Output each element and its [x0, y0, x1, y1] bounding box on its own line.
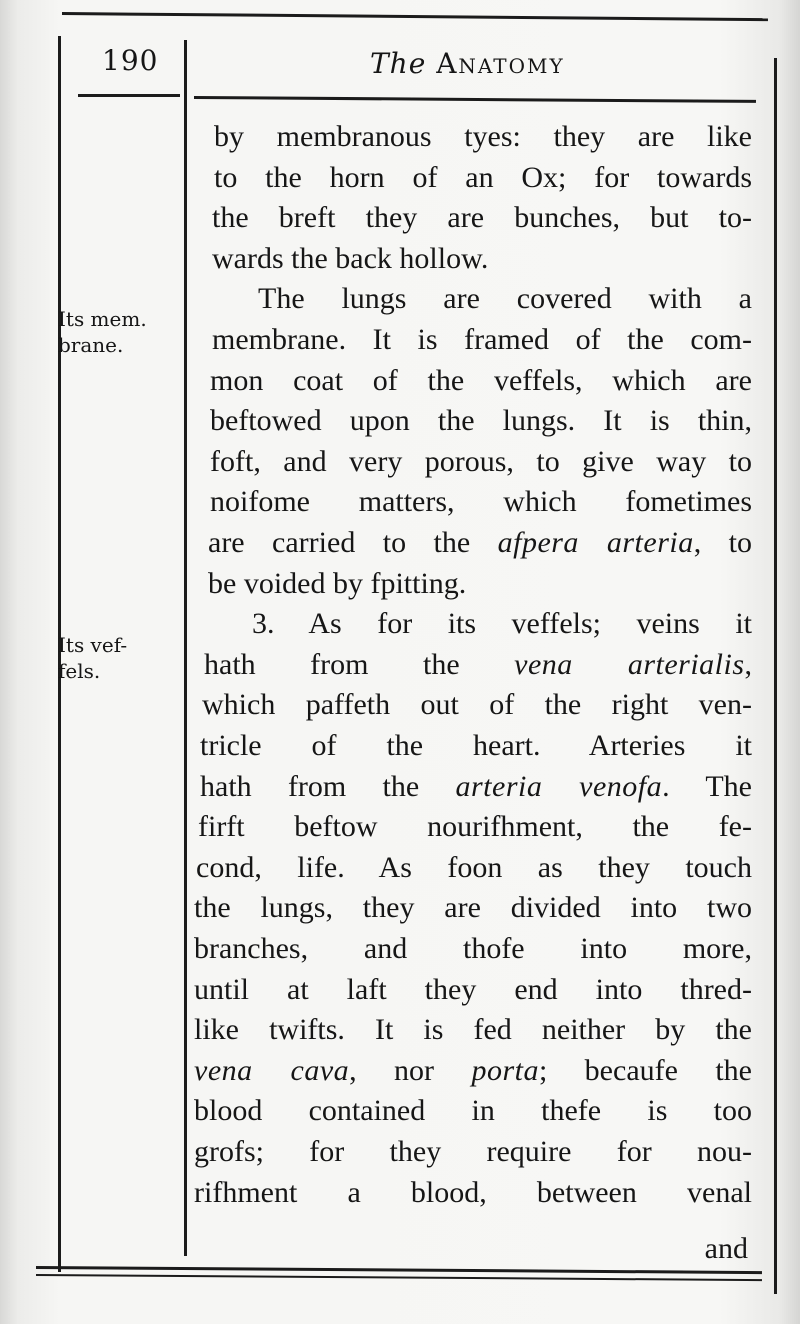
text-segment: hath from the	[204, 647, 515, 681]
text-line	[214, 118, 752, 158]
text-line	[212, 199, 752, 239]
text-line	[200, 727, 752, 767]
text-line	[210, 362, 752, 402]
margin-note-line: Its vef-	[58, 633, 128, 657]
text-line	[212, 240, 752, 280]
text-segment: tricle of the heart. Arteries it	[200, 729, 752, 762]
text-line	[258, 280, 752, 320]
running-head	[370, 47, 565, 80]
italic-term: vena arterialis	[514, 647, 745, 681]
header-rule-left	[78, 94, 180, 97]
margin-note-line: fels.	[58, 659, 101, 683]
header-rule-right	[194, 96, 756, 103]
text-segment: wards the back hollow.	[212, 241, 489, 275]
text-segment: , to	[693, 526, 752, 559]
text-line	[204, 646, 752, 686]
margin-note-line: brane.	[58, 333, 124, 357]
text-line	[252, 605, 752, 645]
text-segment: , nor	[349, 1053, 472, 1087]
inner-column-rule	[184, 40, 187, 1256]
margin-note-membrane	[58, 306, 178, 358]
text-line	[194, 1092, 752, 1132]
text-line	[210, 402, 752, 442]
text-line	[194, 1011, 752, 1051]
text-segment: which paffeth out of the right ven-	[202, 688, 752, 722]
text-line	[200, 768, 752, 808]
bottom-rule-lower	[36, 1274, 762, 1281]
text-line	[196, 849, 752, 889]
italic-term: vena cava	[194, 1053, 350, 1087]
text-segment: mon coat of the veffels, which are	[210, 363, 752, 397]
text-segment: . The	[662, 769, 752, 803]
text-line	[202, 686, 752, 726]
margin-note-line: Its mem.	[58, 307, 147, 331]
text-segment: blood contained in thefe is too	[194, 1094, 752, 1128]
text-line	[208, 565, 752, 605]
right-rule	[774, 58, 777, 1294]
text-line	[214, 159, 752, 199]
text-segment: foft, and very porous, to give way to	[210, 444, 752, 478]
text-segment: the breft they are bunches, but to-	[212, 201, 752, 235]
catchword: and	[704, 1232, 748, 1265]
text-segment: by membranous tyes: they are like	[214, 120, 752, 153]
text-line	[194, 1052, 752, 1092]
text-segment: like twifts. It is fed neither by the	[194, 1013, 752, 1047]
text-line	[212, 321, 752, 361]
text-segment: the lungs, they are divided into two	[194, 891, 752, 925]
text-segment: until at laft they end into thred-	[194, 972, 752, 1006]
text-line	[210, 483, 752, 523]
text-segment: The lungs are covered with a	[258, 282, 752, 316]
top-rule	[62, 12, 768, 21]
text-segment: are carried to the	[208, 526, 498, 559]
text-segment: to the horn of an Ox; for towards	[214, 160, 752, 194]
italic-term: porta	[471, 1053, 539, 1087]
text-line	[208, 524, 752, 564]
text-segment: firft beftow nourifhment, the fe-	[198, 810, 752, 844]
text-segment: membrane. It is framed of the com-	[212, 323, 752, 356]
margin-note-vessels	[58, 632, 178, 684]
text-segment: noifome matters, which fometimes	[210, 485, 752, 519]
text-line	[194, 889, 752, 929]
running-head-the: The	[370, 47, 427, 80]
text-segment: be voided by fpitting.	[208, 566, 467, 600]
text-segment: cond, life. As foon as they touch	[196, 850, 752, 884]
text-segment: rifhment a blood, between venal	[194, 1175, 752, 1209]
italic-term: afpera arteria	[497, 526, 694, 559]
text-segment: hath from the	[200, 769, 456, 803]
text-segment: grofs; for they require for nou-	[194, 1135, 752, 1168]
text-line	[194, 930, 752, 970]
text-line	[194, 971, 752, 1011]
text-line	[198, 808, 752, 848]
text-segment: ,	[744, 647, 752, 681]
text-line	[210, 443, 752, 483]
page-number: 190	[102, 44, 159, 77]
text-segment: beftowed upon the lungs. It is thin,	[210, 404, 752, 438]
text-segment: branches, and thofe into more,	[194, 932, 752, 965]
text-segment: 3. As for its veffels; veins it	[252, 607, 752, 641]
running-head-title: Anatomy	[436, 47, 565, 80]
text-line	[194, 1174, 752, 1214]
text-segment: ; becaufe the	[538, 1053, 752, 1087]
italic-term: arteria venofa	[455, 769, 663, 803]
text-line	[194, 1133, 752, 1173]
